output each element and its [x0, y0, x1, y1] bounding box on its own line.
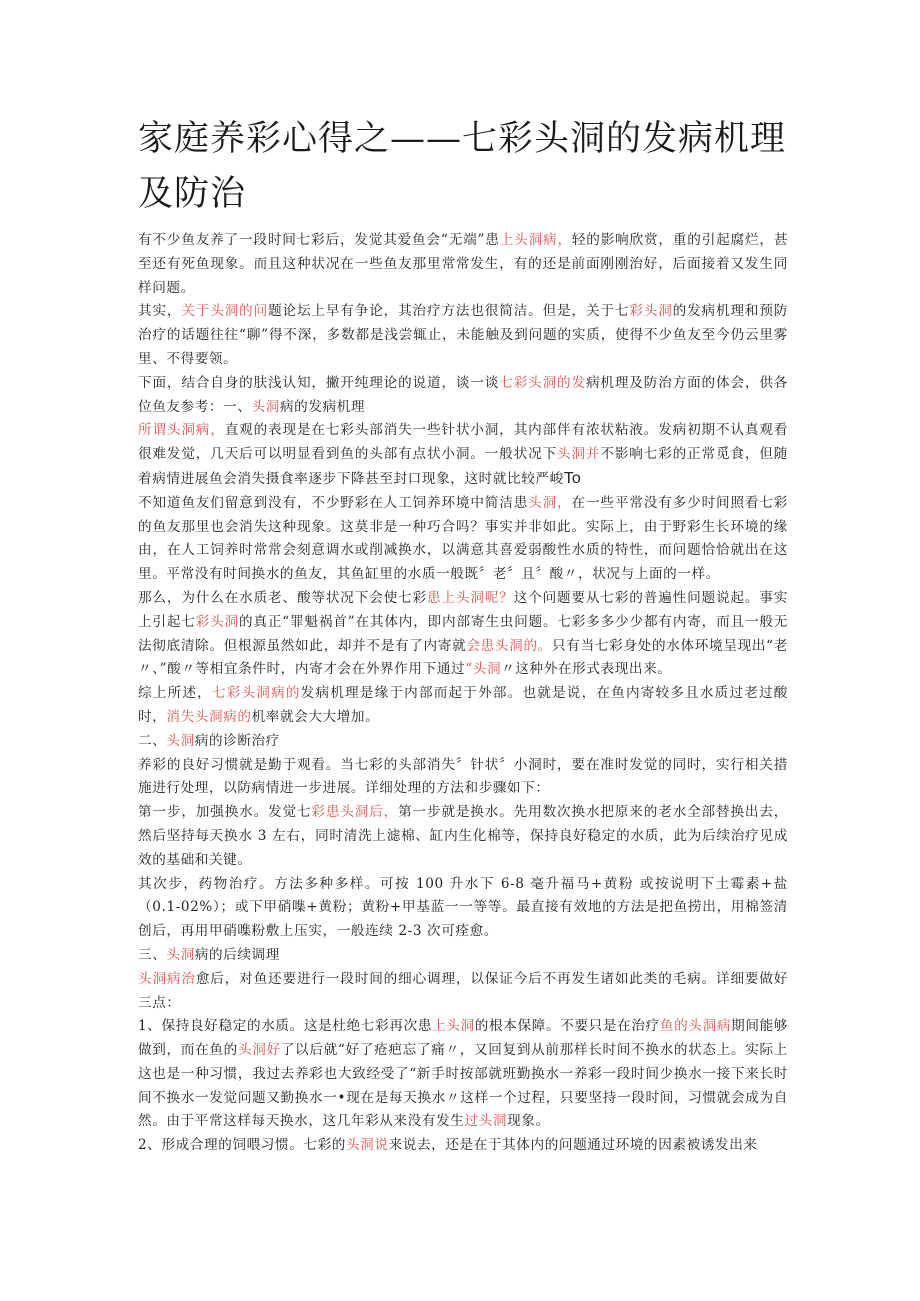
text-run: 病的后续调理	[194, 946, 280, 963]
highlighted-text: 头洞	[166, 946, 195, 963]
highlighted-text: 彩头洞	[195, 613, 239, 630]
text-run: 不知道鱼友们留意到没有，不少野彩在人工饲养环境中简洁患	[138, 494, 529, 511]
text-run: 下面，结合自身的肤浅认知，撇开纯理论的说道，谈一谈	[138, 374, 500, 391]
text-run: 二、	[138, 732, 167, 749]
text-run: 来说去，还是在于其体内的问题通过环境的因素被诱发出来	[388, 1137, 758, 1154]
text-run: 这个问题要从七彩的普遍性问题说起。事实上引起七	[138, 589, 788, 630]
page-title: 家庭养彩心得之——七彩头洞的发病机理及防治	[138, 119, 787, 214]
paragraph	[138, 754, 788, 802]
text-run: 病的诊断治疗	[194, 732, 280, 749]
text-run: 的发病机理和预防治疗的话题往往“聊”得不深，多数都是浅尝辄止，未能触及到问题的实质，使得不少鱼友至今仍云里雾里、不得要领。	[138, 303, 788, 367]
highlighted-text: 头洞说	[345, 1137, 389, 1154]
highlighted-text: 鱼的头洞病	[659, 1018, 732, 1035]
text-run: To	[563, 469, 581, 487]
paragraph	[138, 873, 788, 944]
highlighted-text: 患上头洞呢？	[427, 589, 514, 606]
text-run: 的根本保障。不要只是在治疗	[474, 1018, 660, 1035]
text-run: 有不少鱼友养了一段时间七彩后，发觉其爱鱼会“无端”患	[138, 232, 500, 248]
highlighted-text: 头洞并	[557, 446, 601, 463]
text-run: 期间能够做到，而在鱼的	[138, 1018, 789, 1059]
text-run: 病机理及防治方面的体会，供各位鱼友参考：一、	[138, 374, 788, 415]
paragraph	[138, 229, 788, 300]
highlighted-text: “头洞	[465, 661, 502, 678]
text-run: 病的发病机理	[279, 398, 366, 415]
paragraph	[138, 372, 788, 420]
text-run: 养彩的良好习惯就是勤于观看。当七彩的头部消失〞针状〞小洞时，要在准时发觉的同时，实行相关措施进行处理，以防病情进一步进展。详细处理的方法和步骤如下：	[138, 756, 788, 797]
text-run: 2、形成合理的饲喂习惯。七彩的	[138, 1137, 346, 1154]
highlighted-text: 上头洞	[432, 1018, 475, 1035]
text-run: 第一步，加强换水。发觉七	[138, 804, 312, 821]
highlighted-text: 七彩头洞病的	[211, 685, 301, 702]
text-run: 题论坛上早有争论，其治疗方法也很简洁。但是，关于七	[268, 303, 630, 320]
paragraph	[138, 1015, 788, 1134]
text-run: 现象。	[507, 1113, 550, 1130]
text-run: 1、保持良好稳定的水质。这是杜绝七彩再次患	[138, 1018, 433, 1035]
paragraph	[138, 587, 788, 682]
highlighted-text: 上头洞病，	[499, 232, 572, 248]
section-heading	[138, 730, 788, 754]
paragraph	[138, 492, 788, 587]
text-run: 其实，	[138, 303, 182, 320]
highlighted-text: 头洞	[166, 732, 195, 749]
text-run: 的真正“罪魁祸首”在其体内，即内部寄生虫问题。七彩多多少少都有内寄，而且一般无法彻底清除。但根源虽然如此，却并不是有了内寄就	[138, 613, 788, 654]
highlighted-text: 会患头洞的。	[466, 637, 553, 654]
text-run: 其次步，药物治疗。方法多种多样。可按 100 升水下 6-8 毫升福马+黄粉 或按说明下土霉素+盐（0.1-02%）；或下甲硝㗱+黄粉；黄粉+甲基蓝一一等等。最直接有效地的方法是把鱼捞出，用棉签清创后，再用甲硝㗱粉敷上压实，一般连续 2-3 次可痊愈。	[138, 875, 788, 940]
text-run: 轻的影响欣赏，重的引起腐烂，甚至还有死鱼现象。而且这种状况在一些鱼友那里常常发生，有的还是前面刚刚治好，后面接着又发生同样问题。	[138, 232, 789, 296]
text-run: 〃这种外在形式表现出来。	[501, 661, 672, 678]
text-run: 在一些平常没有多少时间照看七彩的鱼友那里也会消失这种现象。这莫非是一种巧合吗？事实并非如此。实际上，由于野彩生长环境的缘由，在人工饲养时常常会刻意调水或削减换水，以满意其喜爱弱酸性水质的特性，而问题恰恰就出在这里。平常没有时间换水的鱼友，其鱼缸里的水质一般既〞老〞且〞酸〃，状况与上面的一样。	[138, 494, 789, 583]
paragraph	[138, 300, 788, 371]
highlighted-text: 消失头洞病的	[166, 708, 252, 725]
highlighted-text: 所谓头洞病，	[138, 422, 225, 439]
paragraph	[138, 801, 788, 872]
paragraph	[138, 419, 788, 491]
section-heading	[138, 944, 788, 968]
highlighted-text: 七彩头洞的发	[499, 374, 586, 391]
highlighted-text: 头洞好	[237, 1042, 281, 1059]
text-run: 综上所述，	[138, 685, 212, 702]
text-run: 三、	[138, 946, 167, 963]
text-run: 机率就会大大增加。	[251, 708, 380, 725]
text-run: 只有当七彩身处的水体环境呈现出“老〃、”酸〃等相宜条件时，内寄才会在外界作用下通过	[138, 637, 788, 678]
text-run: 不影响七彩的正常觅食，但随着病情进展鱼会消失摄食率逐步下降甚至封口现象，这时就比较严峻	[138, 446, 788, 487]
highlighted-text: 头洞，	[528, 494, 572, 511]
highlighted-text: 关于头洞的问	[181, 303, 269, 320]
text-run: 第一步就是换水。先用数次换水把原来的老水全部替换出去，然后坚持每天换水 3 左右，同时清洗上滤棉、缸内生化棉等，保持良好稳定的水质，此为后续治疗见成效的基础和关键。	[138, 804, 788, 868]
text-run: 发病机理是缘于内部而起于外部。也就是说，在鱼内寄较多且水质过老过酸时，	[138, 685, 788, 725]
highlighted-text: 彩患头洞后，	[311, 804, 399, 821]
highlighted-text: 头洞	[251, 398, 280, 415]
text-run: 那么，为什么在水质老、酸等状况下会使七彩	[138, 589, 427, 606]
text-run: 愈后，对鱼还要进行一段时间的细心调理，以保证今后不再发生诸如此类的毛病。详细要做好三点：	[138, 970, 788, 1011]
article-body	[138, 229, 788, 1158]
highlighted-text: 头洞病治	[138, 970, 196, 987]
paragraph	[138, 1134, 788, 1158]
highlighted-text: 过头洞	[464, 1113, 508, 1130]
paragraph	[138, 968, 788, 1016]
highlighted-text: 彩头洞	[629, 303, 673, 320]
text-run: 直观的表现是在七彩头部消失一些针状小洞，其内部伴有浓状粘液。发病初期不认真观看很难发觉，几天后可以明显看到鱼的头部有点状小洞。一般状况下	[138, 422, 788, 463]
paragraph	[138, 682, 788, 730]
text-run: 了以后就“好了疮疤忘了痛〃，又回复到从前那样长时间不换水的状态上。实际上这也是一种习惯，我过去养彩也大致经受了“新手时按部就班勤换水一养彩一段时间少换水一接下来长时间不换水一发觉问题又勤换水一•现在是每天换水〃这样一个过程，只要坚持一段时间，习惯就会成为自然。由于平常这样每天换水，这几年彩从来没有发生	[138, 1042, 789, 1130]
